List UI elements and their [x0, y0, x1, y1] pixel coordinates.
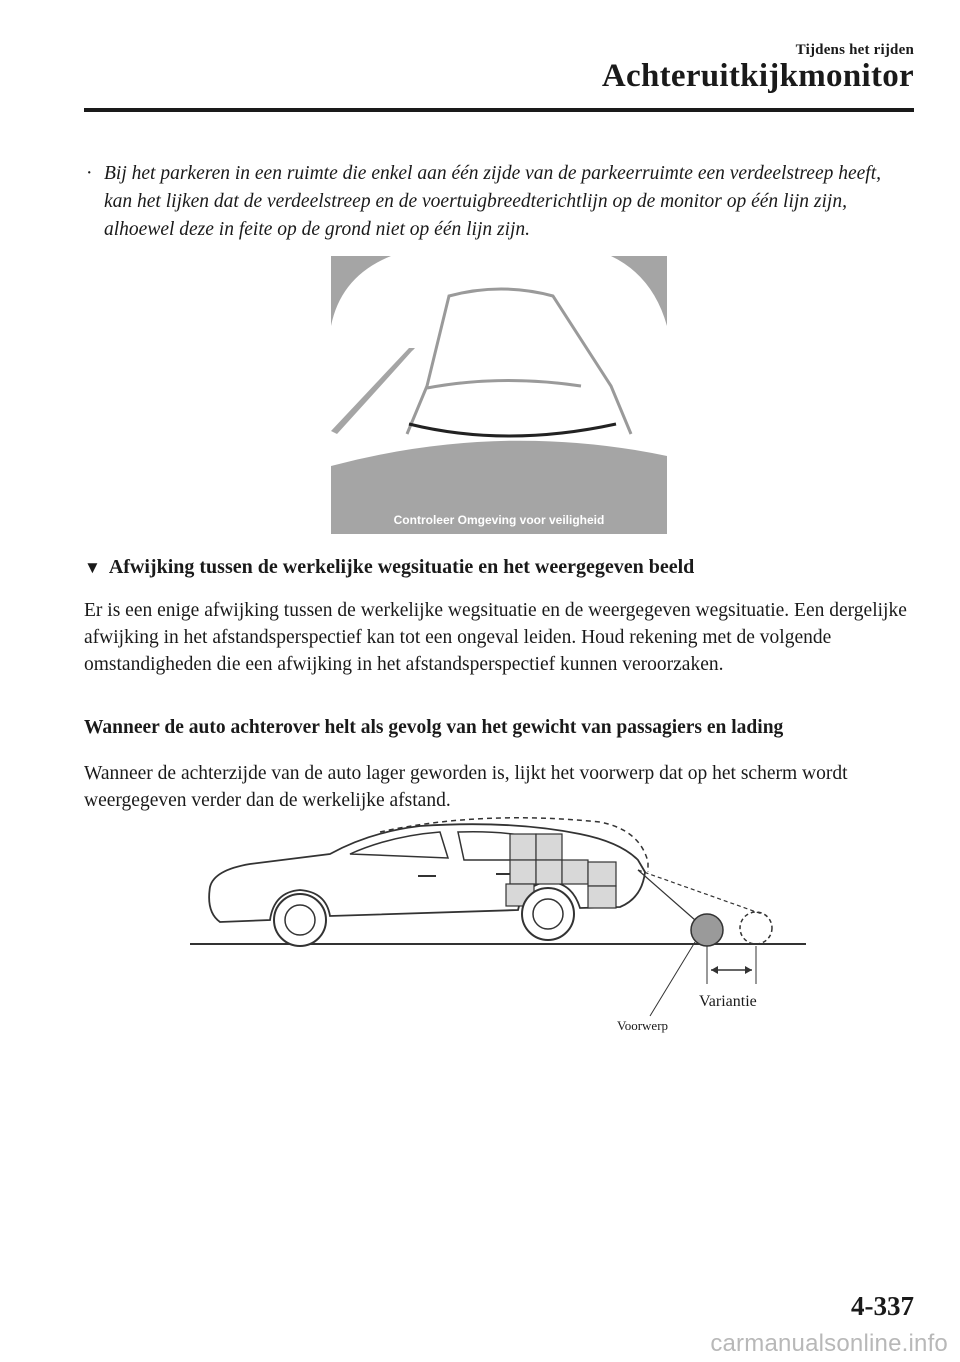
front-wheel: [274, 894, 326, 946]
paragraph-2: Wanneer de achterzijde van de auto lager geworden is, lijkt het voorwerp dat op het scherm wordt weergegeven verder dan de werkelijke afstand.: [84, 763, 848, 811]
subheading: [84, 556, 934, 579]
paragraph-1: Er is een enige afwijking tussen de werkelijke wegsituatie en de weergegeven wegsituatie. Een dergelijke afwijking in het afstandsperspectief kan tot een ongeval leiden. Houd rekening met de volgende omstandigheden die een afwijking in het afstandsperspectief kunnen veroorzaken.: [84, 600, 907, 675]
subheading-text: Afwijking tussen de werkelijke wegsituatie en het weergegeven beeld: [108, 556, 695, 578]
watermark: carmanualsonline.info: [710, 1330, 948, 1357]
camera-caption: Controleer Omgeving voor veiligheid: [393, 513, 605, 527]
chapter-title: Achteruitkijkmonitor: [601, 58, 914, 94]
rear-wheel: [522, 888, 574, 940]
camera-monitor-illustration: [331, 256, 667, 534]
camera-monitor-figure: [331, 256, 667, 534]
bold-heading: Wanneer de auto achterover helt als gevolg van het gewicht van passagiers en lading: [84, 717, 784, 738]
bullet-item: [86, 160, 896, 244]
object-label: Voorwerp: [617, 1018, 669, 1033]
object-actual: [691, 914, 723, 946]
triangle-marker-icon: ▼: [84, 558, 101, 577]
bullet-dot: ·: [86, 163, 93, 184]
object-apparent: [740, 912, 772, 944]
header-rule: [84, 108, 914, 112]
bullet-text: Bij het parkeren in een ruimte die enkel aan één zijde van de parkeerruimte een verdeelstreep heeft, kan het lijken dat de verdeelstreep en de voertuigbreedterichtlijn op de monitor op één lijn zijn, alhoewel deze in feite op de grond niet op één lijn zijn.: [104, 163, 882, 240]
page-number: 4-337: [851, 1291, 914, 1321]
section-label: Tijdens het rijden: [795, 42, 914, 58]
variance-label: Variantie: [699, 993, 757, 1010]
